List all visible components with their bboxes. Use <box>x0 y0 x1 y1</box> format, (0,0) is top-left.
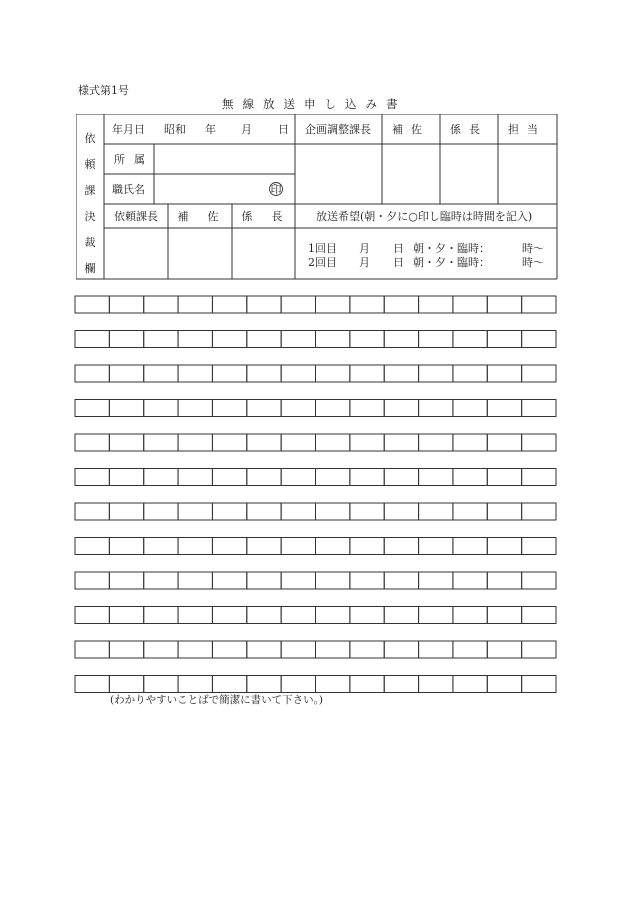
grid-cell[interactable] <box>178 469 212 486</box>
planning-chief-label: 企画調整課長 <box>305 123 371 136</box>
grid-cell[interactable] <box>419 434 453 451</box>
grid-cell[interactable] <box>316 641 350 658</box>
grid-cell[interactable] <box>384 365 418 382</box>
side-label-char: 課 <box>84 184 96 197</box>
grid-cell[interactable] <box>384 469 418 486</box>
grid-cell[interactable] <box>247 469 281 486</box>
grid-cell[interactable] <box>178 434 212 451</box>
grid-cell[interactable] <box>350 331 384 348</box>
grid-cell[interactable] <box>522 296 556 313</box>
grid-cell[interactable] <box>384 434 418 451</box>
grid-cell[interactable] <box>212 469 246 486</box>
grid-row <box>75 572 556 589</box>
grid-cell[interactable] <box>109 469 143 486</box>
grid-cell[interactable] <box>75 641 109 658</box>
grid-cell[interactable] <box>247 572 281 589</box>
grid-cell[interactable] <box>247 434 281 451</box>
grid-cell[interactable] <box>144 365 178 382</box>
grid-cell[interactable] <box>212 676 246 693</box>
grid-cell[interactable] <box>75 296 109 313</box>
grid-cell[interactable] <box>109 296 143 313</box>
section-chief-label-top: 係長 <box>450 123 488 136</box>
deputy-label-bottom: 補 佐 <box>177 210 223 223</box>
broadcast-row-1-month: 月 <box>359 242 370 255</box>
grid-cell[interactable] <box>144 503 178 520</box>
grid-cell[interactable] <box>316 434 350 451</box>
grid-cell[interactable] <box>281 400 315 417</box>
grid-cell[interactable] <box>316 676 350 693</box>
grid-cell[interactable] <box>487 296 521 313</box>
grid-cell[interactable] <box>144 434 178 451</box>
grid-cell[interactable] <box>350 434 384 451</box>
grid-cell[interactable] <box>487 365 521 382</box>
grid-cell[interactable] <box>487 572 521 589</box>
grid-cell[interactable] <box>75 503 109 520</box>
grid-cell[interactable] <box>316 469 350 486</box>
year-unit: 年 <box>205 123 216 136</box>
grid-cell[interactable] <box>522 469 556 486</box>
grid-cell[interactable] <box>522 641 556 658</box>
grid-cell[interactable] <box>350 503 384 520</box>
grid-cell[interactable] <box>109 641 143 658</box>
grid-cell[interactable] <box>350 607 384 624</box>
grid-cell[interactable] <box>316 400 350 417</box>
grid-cell[interactable] <box>419 538 453 555</box>
grid-row <box>75 331 556 348</box>
grid-cell[interactable] <box>487 641 521 658</box>
grid-cell[interactable] <box>109 434 143 451</box>
grid-cell[interactable] <box>109 572 143 589</box>
side-label-char: 決 <box>84 210 96 223</box>
grid-cell[interactable] <box>384 400 418 417</box>
grid-cell[interactable] <box>384 538 418 555</box>
grid-cell[interactable] <box>453 469 487 486</box>
day-unit: 日 <box>278 123 289 136</box>
broadcast-heading: 放送希望(朝・夕に○印し臨時は時間を記入) <box>316 210 533 223</box>
grid-cell[interactable] <box>453 434 487 451</box>
grid-cell[interactable] <box>247 607 281 624</box>
grid-cell[interactable] <box>178 538 212 555</box>
grid-cell[interactable] <box>75 365 109 382</box>
grid-cell[interactable] <box>453 331 487 348</box>
broadcast-row-2-day: 日 <box>393 256 404 269</box>
grid-cell[interactable] <box>522 572 556 589</box>
grid-cell[interactable] <box>316 572 350 589</box>
grid-cell[interactable] <box>487 434 521 451</box>
grid-cell[interactable] <box>453 676 487 693</box>
grid-cell[interactable] <box>75 538 109 555</box>
grid-cell[interactable] <box>212 434 246 451</box>
grid-cell[interactable] <box>144 296 178 313</box>
grid-cell[interactable] <box>350 469 384 486</box>
grid-row <box>75 607 556 624</box>
grid-cell[interactable] <box>419 365 453 382</box>
grid-cell[interactable] <box>144 400 178 417</box>
grid-cell[interactable] <box>109 400 143 417</box>
grid-cell[interactable] <box>144 572 178 589</box>
grid-cell[interactable] <box>350 676 384 693</box>
grid-cell[interactable] <box>178 676 212 693</box>
grid-cell[interactable] <box>281 572 315 589</box>
grid-cell[interactable] <box>178 296 212 313</box>
grid-cell[interactable] <box>247 641 281 658</box>
grid-cell[interactable] <box>522 503 556 520</box>
grid-cell[interactable] <box>384 296 418 313</box>
grid-cell[interactable] <box>247 400 281 417</box>
grid-cell[interactable] <box>487 503 521 520</box>
grid-cell[interactable] <box>350 400 384 417</box>
grid-cell[interactable] <box>487 331 521 348</box>
grid-cell[interactable] <box>144 641 178 658</box>
grid-row <box>75 503 556 520</box>
grid-row <box>75 676 556 693</box>
grid-cell[interactable] <box>281 331 315 348</box>
grid-cell[interactable] <box>281 641 315 658</box>
grid-cell[interactable] <box>419 469 453 486</box>
grid-cell[interactable] <box>487 469 521 486</box>
grid-cell[interactable] <box>144 676 178 693</box>
grid-cell[interactable] <box>453 572 487 589</box>
grid-cell[interactable] <box>350 641 384 658</box>
grid-cell[interactable] <box>212 607 246 624</box>
broadcast-row-1-hour: 時〜 <box>522 242 544 255</box>
grid-cell[interactable] <box>247 331 281 348</box>
grid-cell[interactable] <box>487 538 521 555</box>
grid-cell[interactable] <box>75 607 109 624</box>
broadcast-row-1-options: 朝・夕・臨時： <box>413 242 490 255</box>
section-chief-label-bottom: 係 長 <box>241 210 287 223</box>
grid-cell[interactable] <box>419 607 453 624</box>
grid-cell[interactable] <box>384 572 418 589</box>
grid-cell[interactable] <box>212 641 246 658</box>
grid-cell[interactable] <box>178 607 212 624</box>
grid-cell[interactable] <box>178 572 212 589</box>
grid-cell[interactable] <box>419 676 453 693</box>
grid-row <box>75 538 556 555</box>
grid-cell[interactable] <box>281 365 315 382</box>
grid-cell[interactable] <box>419 641 453 658</box>
grid-cell[interactable] <box>144 331 178 348</box>
grid-cell[interactable] <box>419 572 453 589</box>
grid-cell[interactable] <box>384 607 418 624</box>
grid-cell[interactable] <box>350 296 384 313</box>
date-label: 年月日 <box>112 123 145 136</box>
grid-cell[interactable] <box>316 607 350 624</box>
grid-cell[interactable] <box>487 400 521 417</box>
side-label-char: 依 <box>84 132 96 145</box>
grid-cell[interactable] <box>109 676 143 693</box>
month-unit: 月 <box>241 123 252 136</box>
grid-cell[interactable] <box>522 676 556 693</box>
grid-cell[interactable] <box>212 331 246 348</box>
person-in-charge-label: 担当 <box>508 123 546 136</box>
form-number: 様式第1号 <box>78 84 129 97</box>
grid-cell[interactable] <box>75 434 109 451</box>
deputy-label-top: 補佐 <box>392 123 430 136</box>
grid-cell[interactable] <box>178 331 212 348</box>
grid-cell[interactable] <box>350 365 384 382</box>
requesting-chief-label: 依頼課長 <box>114 210 158 223</box>
grid-row <box>75 434 556 451</box>
grid-cell[interactable] <box>75 331 109 348</box>
grid-cell[interactable] <box>522 607 556 624</box>
grid-cell[interactable] <box>522 331 556 348</box>
grid-cell[interactable] <box>316 296 350 313</box>
department-label: 所属 <box>114 153 154 166</box>
side-label-char: 裁 <box>84 236 96 249</box>
grid-cell[interactable] <box>144 607 178 624</box>
grid-cell[interactable] <box>419 503 453 520</box>
grid-cell[interactable] <box>453 365 487 382</box>
grid-cell[interactable] <box>522 434 556 451</box>
grid-cell[interactable] <box>144 469 178 486</box>
grid-row <box>75 296 556 313</box>
name-label: 職氏名 <box>112 183 145 196</box>
grid-cell[interactable] <box>522 400 556 417</box>
grid-cell[interactable] <box>316 538 350 555</box>
grid-cell[interactable] <box>281 503 315 520</box>
grid-cell[interactable] <box>109 538 143 555</box>
grid-cell[interactable] <box>453 538 487 555</box>
grid-row <box>75 641 556 658</box>
form-title: 無線放送申し込み書 <box>222 97 407 111</box>
grid-cell[interactable] <box>75 572 109 589</box>
grid-cell[interactable] <box>316 503 350 520</box>
footnote: (わかりやすいことばで簡潔に書いて下さい。) <box>110 694 323 706</box>
grid-cell[interactable] <box>144 538 178 555</box>
grid-cell[interactable] <box>212 296 246 313</box>
grid-cell[interactable] <box>281 538 315 555</box>
grid-cell[interactable] <box>109 503 143 520</box>
grid-cell[interactable] <box>75 676 109 693</box>
grid-cell[interactable] <box>109 365 143 382</box>
grid-cell[interactable] <box>419 296 453 313</box>
grid-cell[interactable] <box>281 469 315 486</box>
grid-cell[interactable] <box>212 572 246 589</box>
grid-cell[interactable] <box>453 607 487 624</box>
grid-cell[interactable] <box>178 503 212 520</box>
grid-cell[interactable] <box>281 434 315 451</box>
grid-cell[interactable] <box>247 676 281 693</box>
grid-row <box>75 400 556 417</box>
grid-cell[interactable] <box>384 641 418 658</box>
grid-cell[interactable] <box>487 607 521 624</box>
grid-row <box>75 469 556 486</box>
grid-cell[interactable] <box>247 503 281 520</box>
grid-cell[interactable] <box>453 641 487 658</box>
seal-mark: 印 <box>270 183 282 196</box>
grid-cell[interactable] <box>247 538 281 555</box>
grid-cell[interactable] <box>384 503 418 520</box>
grid-cell[interactable] <box>419 400 453 417</box>
grid-cell[interactable] <box>350 538 384 555</box>
grid-cell[interactable] <box>316 331 350 348</box>
grid-cell[interactable] <box>522 365 556 382</box>
grid-cell[interactable] <box>178 400 212 417</box>
grid-cell[interactable] <box>247 365 281 382</box>
grid-cell[interactable] <box>75 400 109 417</box>
grid-cell[interactable] <box>316 365 350 382</box>
broadcast-row-1-ordinal: 1回目 <box>308 242 337 255</box>
grid-cell[interactable] <box>384 676 418 693</box>
grid-cell[interactable] <box>247 296 281 313</box>
grid-row <box>75 365 556 382</box>
grid-cell[interactable] <box>281 607 315 624</box>
broadcast-row-1-day: 日 <box>393 242 404 255</box>
grid-cell[interactable] <box>281 676 315 693</box>
broadcast-row-2-hour: 時〜 <box>522 256 544 269</box>
grid-cell[interactable] <box>453 400 487 417</box>
grid-cell[interactable] <box>453 503 487 520</box>
side-label-char: 頼 <box>84 158 96 171</box>
broadcast-row-2-options: 朝・夕・臨時： <box>413 256 490 269</box>
broadcast-row-2-ordinal: 2回目 <box>308 256 337 269</box>
era-label: 昭和 <box>164 123 186 136</box>
grid-cell[interactable] <box>178 641 212 658</box>
grid-cell[interactable] <box>384 331 418 348</box>
grid-cell[interactable] <box>109 331 143 348</box>
grid-cell[interactable] <box>522 538 556 555</box>
grid-cell[interactable] <box>212 400 246 417</box>
grid-cell[interactable] <box>419 331 453 348</box>
grid-cell[interactable] <box>212 365 246 382</box>
grid-cell[interactable] <box>75 469 109 486</box>
grid-cell[interactable] <box>281 296 315 313</box>
grid-cell[interactable] <box>487 676 521 693</box>
grid-cell[interactable] <box>212 503 246 520</box>
grid-cell[interactable] <box>350 572 384 589</box>
grid-cell[interactable] <box>178 365 212 382</box>
grid-cell[interactable] <box>453 296 487 313</box>
side-label-char: 欄 <box>84 262 96 275</box>
grid-cell[interactable] <box>212 538 246 555</box>
broadcast-row-2-month: 月 <box>359 256 370 269</box>
grid-cell[interactable] <box>109 607 143 624</box>
